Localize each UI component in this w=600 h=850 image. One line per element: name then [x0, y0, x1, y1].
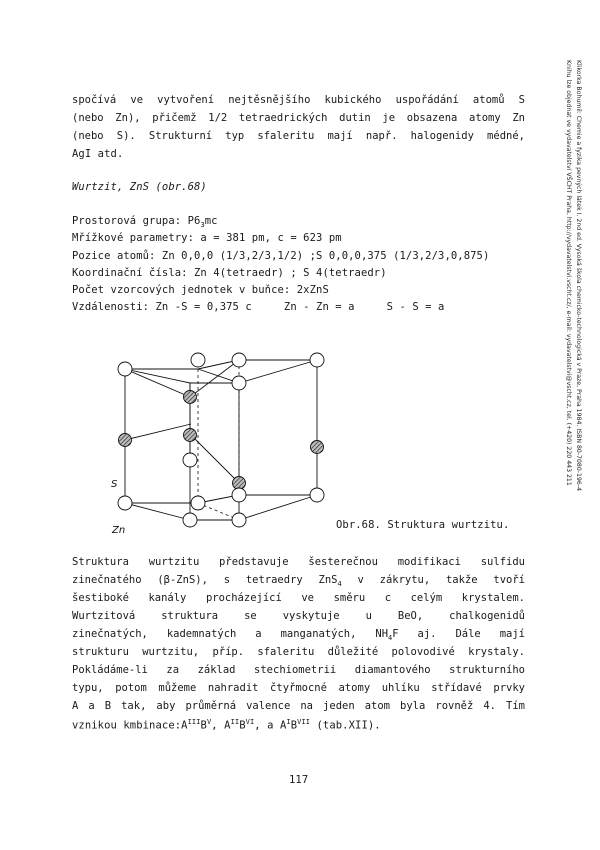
zn-atom [310, 353, 324, 367]
zn-atom [232, 353, 246, 367]
page-number: 117 [289, 774, 309, 786]
body-line-10-a: vznikou kmbinace:A [72, 719, 188, 732]
sup-6: VII [297, 718, 311, 726]
space-group-suffix: mc [204, 215, 218, 227]
zn-atom [191, 496, 205, 510]
body-line-10-e: , a A [254, 719, 287, 732]
sup-3: II [230, 718, 240, 726]
sup-4: VI [245, 718, 255, 726]
atom-positions: Pozice atomů: Zn 0,0,0 (1/3,2/3,1/2) ;S 0,0,0,375 (1/3,2/3,0,875) [72, 250, 490, 262]
zn-atom [191, 353, 205, 367]
bonds [125, 360, 239, 483]
body-line-9: A a B tak, aby průměrná valence na jeden atom byla rovněž 4. Tím [72, 700, 525, 712]
distances: Vzdálenosti: Zn -S = 0,375 c Zn - Zn = a S - S = a [72, 301, 445, 313]
zn-atom [183, 453, 197, 467]
intro-line-2: (nebo Zn), přičemž 1/2 tetraedrických dutin je obsazena atomy Zn [72, 112, 525, 124]
body-line-10-g: (tab.XII). [310, 719, 381, 732]
zn-atom [310, 488, 324, 502]
section-heading: Wurtzit, ZnS (obr.68) [72, 181, 207, 193]
body-line-2-b: v zákrytu, takže tvoří [341, 574, 525, 586]
body-line-5 [72, 629, 525, 642]
body-line-10-f: B [290, 719, 298, 732]
zn-atom [232, 376, 246, 390]
s-atom [184, 429, 197, 442]
s-atom [311, 441, 324, 454]
zn-atom [232, 488, 246, 502]
intro-line-4: AgI atd. [72, 148, 124, 160]
body-line-7: Pokládáme-li za základ stechiometrii diamantového strukturního [72, 664, 525, 676]
sup-5: I [286, 718, 291, 726]
lattice-parameters: Mřížkové parametry: a = 381 pm, c = 623 pm [72, 232, 342, 244]
body-line-3: šestiboké kanály procházející ve směru c celým krystalem. [72, 592, 525, 604]
body-line-1: Struktura wurtzitu představuje šesterečnou modifikaci sulfidu [72, 556, 525, 568]
body-line-4: Wurtzitová struktura se vyskytuje u BeO, chalkogenidů [72, 610, 525, 622]
s-atom [233, 477, 246, 490]
s-atoms [119, 391, 324, 490]
label-zn: Zn [112, 525, 126, 536]
body-line-6: strukturu wurtzitu, příp. sfaleritu důležité polovodivé krystaly. [72, 646, 525, 658]
body-line-5-a: zinečnatých, kademnatých a manganatých, NH [72, 628, 389, 640]
body-line-10-b: B [200, 719, 207, 732]
s-atom [184, 391, 197, 404]
body-line-5-sub: 4 [388, 634, 393, 643]
intro-line-3: (nebo S). Strukturní typ sfaleritu mají např. halogenidy médné, [72, 130, 525, 142]
zn-atom [118, 496, 132, 510]
side-note-order-info: Knihu lze objednat ve vydavatelství VŠCHT Praha, http://vydavatelstvi.vscht.cz/, e-mail: vydavatelstvi@vscht.cz, tel. (+420) 220 443 211 [565, 60, 572, 486]
figure-caption: Obr.68. Struktura wurtzitu. [336, 519, 510, 531]
s-atom [119, 434, 132, 447]
coordination-numbers: Koordinační čísla: Zn 4(tetraedr) ; S 4(tetraedr) [72, 267, 387, 279]
space-group-text: Prostorová grupa: P6 [72, 215, 201, 227]
body-line-10 [72, 719, 381, 731]
body-line-10-d: B [239, 719, 246, 732]
body-line-10-c: , A [211, 719, 231, 732]
sup-2: V [206, 718, 212, 726]
sup-1: III [187, 718, 201, 726]
zn-atom [232, 513, 246, 527]
body-line-8: typu, potom můžeme nahradit čtyřmocné atomy uhlíku střídavé prvky [72, 682, 525, 694]
intro-line-1: spočívá ve vytvoření nejtěsnějšího kubického uspořádání atomů S [72, 94, 525, 106]
body-line-2 [72, 575, 525, 588]
zn-atom [118, 362, 132, 376]
body-line-5-b: F aj. Dále mají [392, 628, 525, 640]
cell-edges [125, 360, 317, 520]
space-group-subscript: 3 [200, 221, 205, 230]
body-line-2-a: zinečnatého (β-ZnS), s tetraedry ZnS [72, 574, 338, 586]
formula-units: Počet vzorcových jednotek v buňce: 2xZnS [72, 284, 329, 296]
side-note-citation: Klikorka Bohumil: Chemie a fyzika pevných látek I. 2nd ed. Vysoká škola chemicko-technologická v Praze, Praha 1984. ISBN 80-7080-196-4 [575, 60, 582, 492]
zn-atom [183, 513, 197, 527]
label-s: S [111, 479, 118, 490]
body-line-2-sub: 4 [337, 580, 342, 589]
